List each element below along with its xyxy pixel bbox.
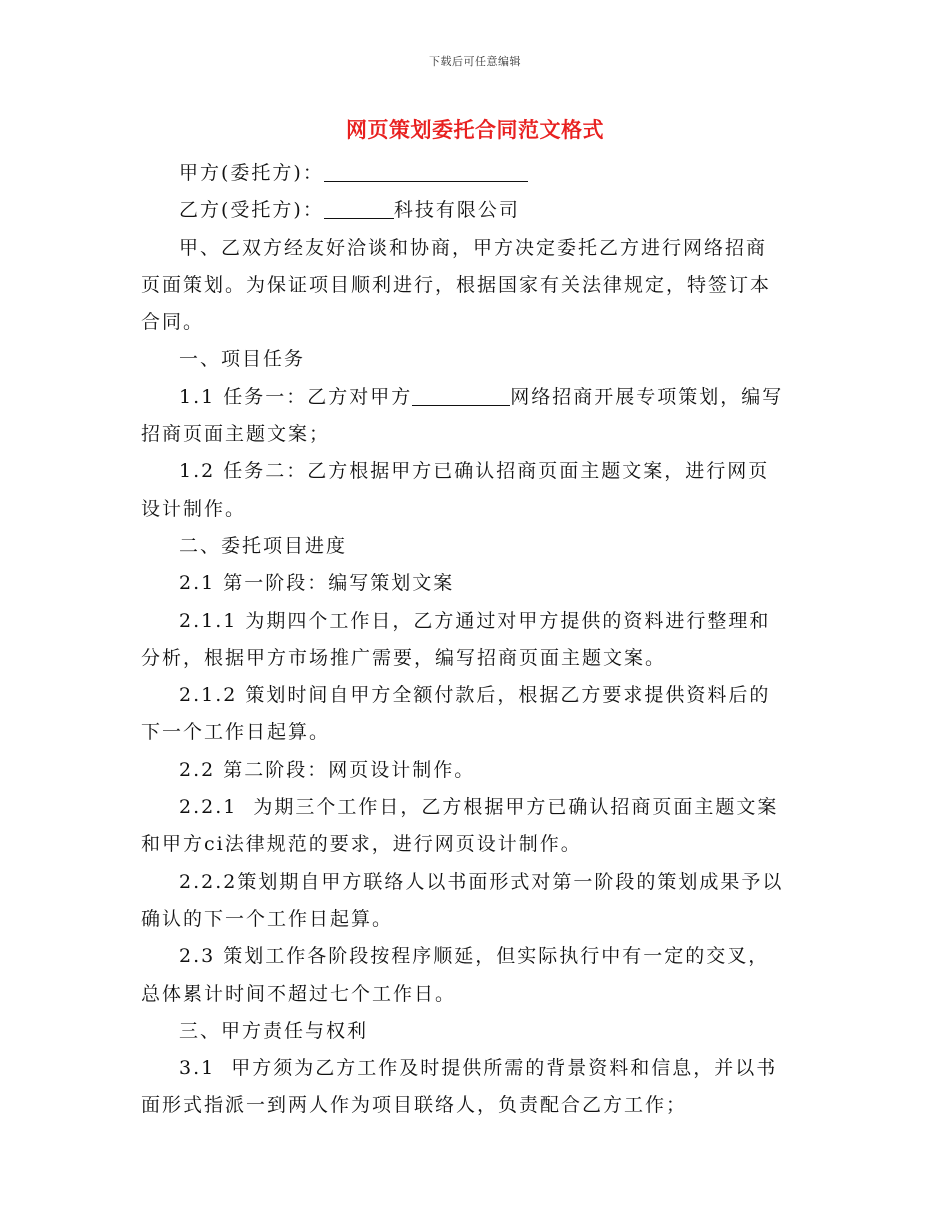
clause-line: 2.3 策划工作各阶段按程序顺延，但实际执行中有一定的交叉，	[179, 945, 770, 968]
party-b-line	[141, 192, 809, 229]
clause-line: 2.2.2策划期自甲方联络人以书面形式对第一阶段的策划成果予以	[179, 870, 784, 893]
clause-1-1-blank	[412, 387, 510, 406]
clause-line: 2.1.2 策划时间自甲方全额付款后，根据乙方要求提供资料后的	[179, 684, 771, 707]
clause-line: 分析，根据甲方市场推广需要，编写招商页面主题文案。	[141, 646, 667, 669]
clause-line	[141, 379, 809, 416]
section-heading-2: 二、委托项目进度	[179, 534, 348, 557]
clause-2-1-1	[141, 603, 809, 678]
intro-line: 合同。	[141, 311, 205, 334]
clause-line: 2.2.1 为期三个工作日，乙方根据甲方已确认招商页面主题文案	[179, 796, 779, 819]
party-a-blank	[324, 163, 528, 182]
clause-line: 3.1 甲方须为乙方工作及时提供所需的背景资料和信息，并以书	[179, 1057, 778, 1080]
clause-2-2: 2.2 第二阶段：网页设计制作。	[179, 758, 476, 781]
party-b-label: 乙方(受托方)：	[179, 199, 324, 222]
clause-2-1: 2.1 第一阶段：编写策划文案	[179, 572, 455, 595]
clause-line: 和甲方ci法律规范的要求，进行网页设计制作。	[141, 833, 582, 856]
party-a-label: 甲方(委托方)：	[179, 162, 324, 184]
party-b-blank	[324, 200, 394, 219]
clause-2-3	[141, 938, 809, 1013]
clause-1-1	[141, 379, 809, 454]
header-note: 下载后可任意编辑	[429, 55, 521, 68]
clause-line: 确认的下一个工作日起算。	[141, 907, 394, 930]
document-title: 网页策划委托合同范文格式	[346, 117, 604, 142]
clause-2-2-2	[141, 864, 809, 939]
intro-paragraph	[141, 230, 809, 342]
party-b-company: 科技有限公司	[393, 199, 520, 222]
clause-1-2	[141, 453, 809, 528]
section-heading-3: 三、甲方责任与权利	[179, 1019, 369, 1042]
clause-line: 设计制作。	[141, 497, 247, 520]
section-heading-1: 一、项目任务	[179, 348, 306, 371]
clause-line: 下一个工作日起算。	[141, 721, 331, 744]
clause-line: 面形式指派一到两人作为项目联络人，负责配合乙方工作；	[141, 1094, 688, 1117]
party-a-line	[141, 155, 809, 192]
intro-line: 页面策划。为保证项目顺利进行，根据国家有关法律规定，特签订本	[141, 273, 772, 296]
clause-line: 总体累计时间不超过七个工作日。	[141, 982, 457, 1005]
intro-line: 甲、乙双方经友好洽谈和协商，甲方决定委托乙方进行网络招商	[179, 236, 768, 259]
clause-1-1-suffix: 网络招商开展专项策划，编写	[510, 385, 784, 408]
clause-1-1-prefix: 1.1 任务一：乙方对甲方	[179, 385, 413, 408]
clause-2-1-2	[141, 677, 809, 752]
clause-2-2-1	[141, 789, 809, 864]
clause-line: 2.1.1 为期四个工作日，乙方通过对甲方提供的资料进行整理和	[179, 609, 771, 632]
clause-3-1	[141, 1050, 809, 1125]
clause-line: 1.2 任务二：乙方根据甲方已确认招商页面主题文案，进行网页	[179, 460, 770, 483]
clause-line: 招商页面主题文案；	[141, 423, 331, 446]
document-body	[141, 155, 809, 1125]
